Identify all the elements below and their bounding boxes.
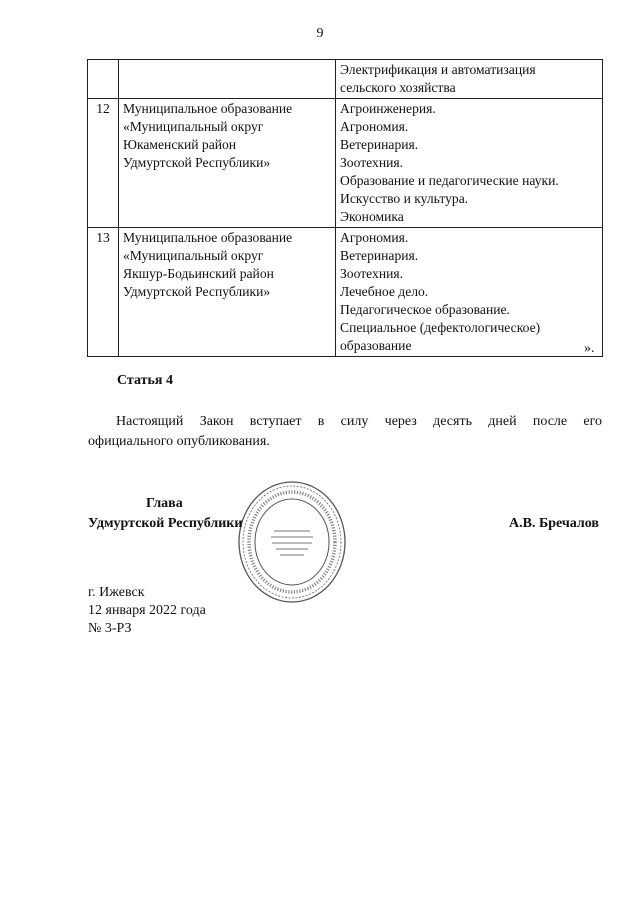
field-line: Зоотехния. bbox=[340, 266, 404, 281]
closing-quote-mark: ». bbox=[584, 341, 595, 356]
field-line: Лечебное дело. bbox=[340, 284, 429, 299]
field-line: Образование и педагогические науки. bbox=[340, 173, 559, 188]
article-text-line: Настоящий Закон вступает в силу через десять дней после его bbox=[116, 414, 602, 429]
official-seal-stamp bbox=[236, 479, 348, 609]
date: 12 января 2022 года bbox=[88, 603, 206, 618]
municipality-cell bbox=[119, 60, 336, 99]
page-number: 9 bbox=[316, 26, 324, 41]
signatory-title-line: Глава bbox=[146, 496, 183, 511]
fields-cell bbox=[336, 228, 603, 357]
municipality-cell bbox=[119, 228, 336, 357]
field-line: Ветеринария. bbox=[340, 137, 419, 152]
document-footer bbox=[88, 584, 206, 638]
municipality-line: «Муниципальный округ bbox=[123, 248, 264, 263]
table-row bbox=[88, 228, 603, 357]
row-number bbox=[88, 60, 119, 99]
signatory-title-line: Удмуртской Республики bbox=[88, 516, 243, 531]
field-line: Зоотехния. bbox=[340, 155, 404, 170]
municipality-line: Юкаменский район bbox=[123, 137, 237, 152]
field-line: Педагогическое образование. bbox=[340, 302, 510, 317]
municipality-table bbox=[87, 59, 603, 357]
article-paragraph bbox=[88, 412, 602, 452]
municipality-line: Муниципальное образование bbox=[123, 230, 293, 245]
municipality-line: Муниципальное образование bbox=[123, 101, 293, 116]
municipality-line: Якшур-Бодьинский район bbox=[123, 266, 274, 281]
field-line: Ветеринария. bbox=[340, 248, 419, 263]
fields-cell bbox=[336, 99, 603, 228]
place: г. Ижевск bbox=[88, 585, 145, 600]
row-number: 12 bbox=[88, 99, 119, 228]
fields-cell bbox=[336, 60, 603, 99]
municipality-line: Удмуртской Республики» bbox=[123, 284, 271, 299]
field-line: Электрификация и автоматизация bbox=[340, 62, 536, 77]
table-row bbox=[88, 99, 603, 228]
municipality-cell bbox=[119, 99, 336, 228]
row-number: 13 bbox=[88, 228, 119, 357]
article-heading: Статья 4 bbox=[117, 373, 173, 388]
municipality-line: «Муниципальный округ bbox=[123, 119, 264, 134]
field-line: Агрономия. bbox=[340, 119, 409, 134]
municipality-line: Удмуртской Республики» bbox=[123, 155, 271, 170]
field-line: образование bbox=[340, 338, 412, 353]
field-line: Искусство и культура. bbox=[340, 191, 469, 206]
table-row bbox=[88, 60, 603, 99]
field-line: Агроинженерия. bbox=[340, 101, 436, 116]
signatory-name: А.В. Бречалов bbox=[509, 516, 599, 531]
article-text-line: официального опубликования. bbox=[88, 434, 270, 449]
field-line: Экономика bbox=[340, 209, 404, 224]
document-number: № 3-РЗ bbox=[88, 621, 132, 636]
field-line: Специальное (дефектологическое) bbox=[340, 320, 541, 335]
field-line: сельского хозяйства bbox=[340, 80, 456, 95]
field-line: Агрономия. bbox=[340, 230, 409, 245]
